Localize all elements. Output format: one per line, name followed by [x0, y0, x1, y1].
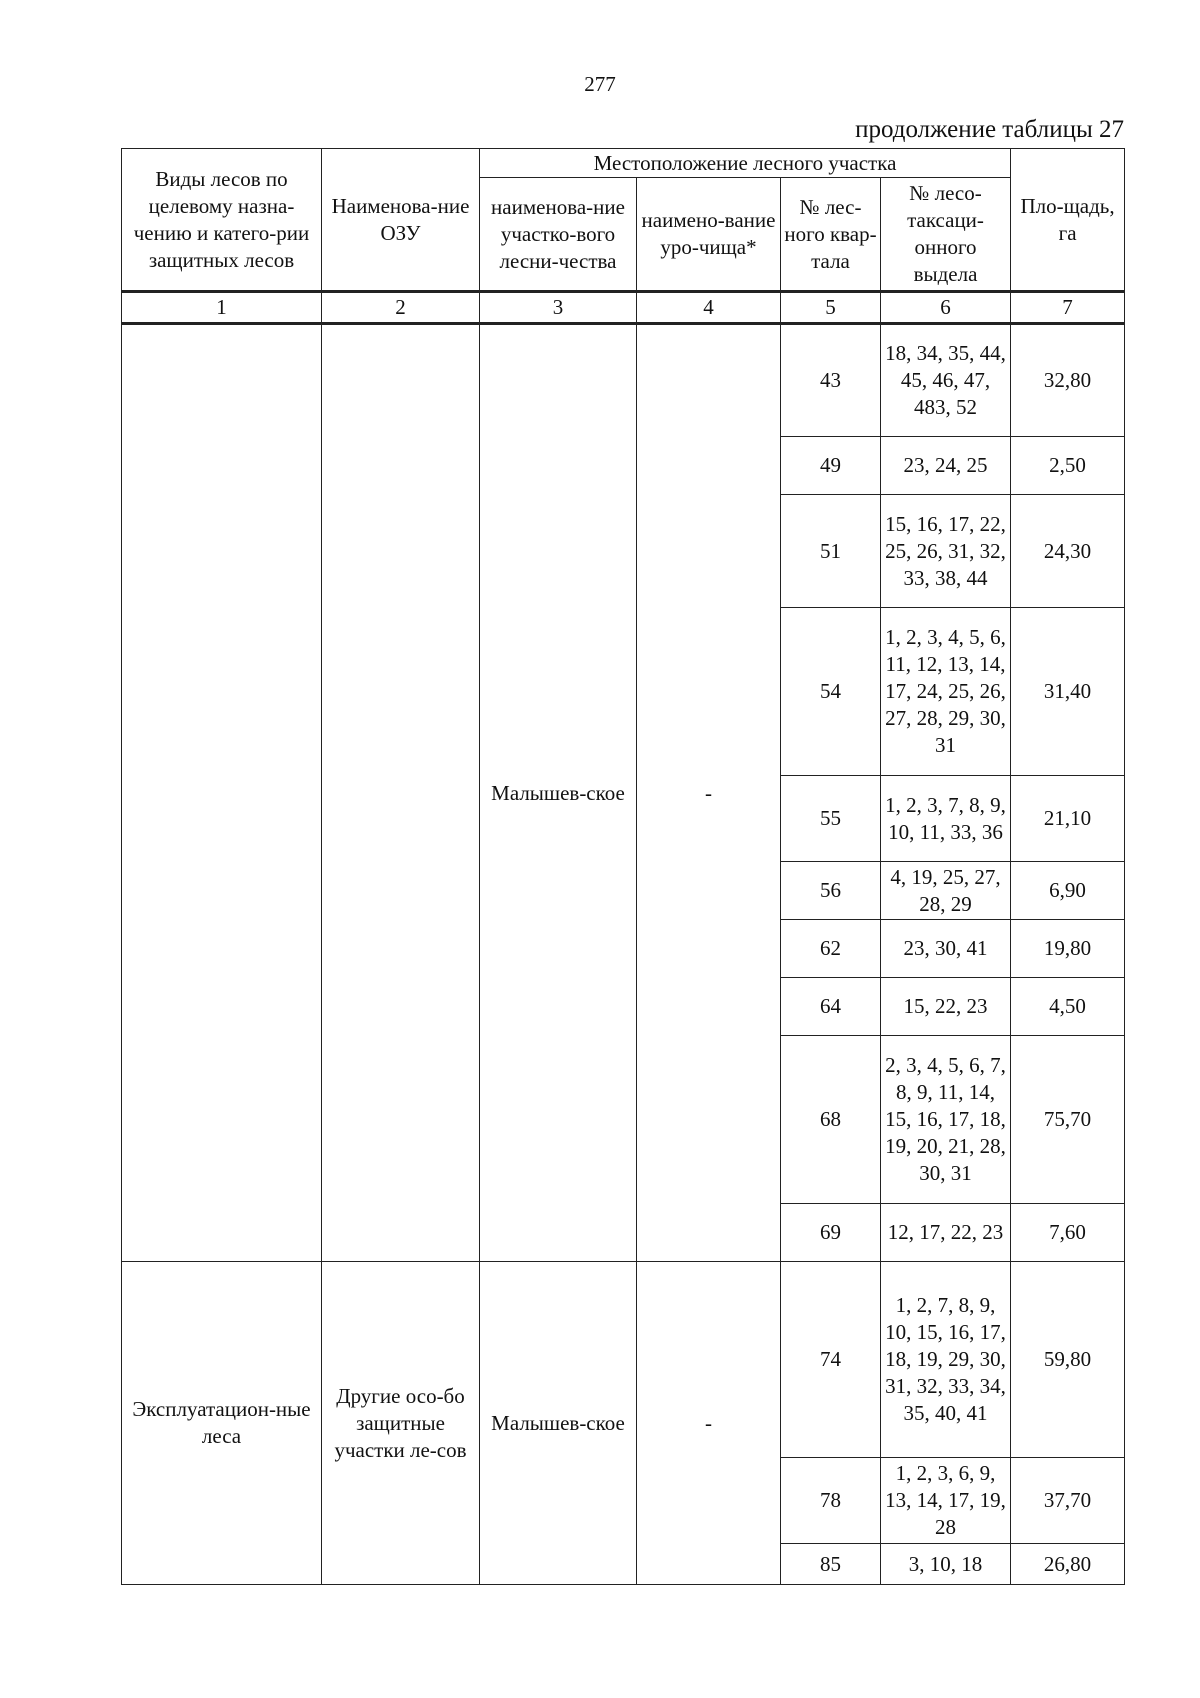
- cell-area: 26,80: [1011, 1544, 1125, 1585]
- column-number: 7: [1011, 292, 1125, 324]
- header-forestry-name: наименова-ние участко-вого лесни-чества: [480, 178, 637, 292]
- cell-plots: 15, 22, 23: [881, 978, 1011, 1036]
- cell-quarter: 55: [781, 776, 881, 862]
- cell-area: 32,80: [1011, 324, 1125, 437]
- cell-area: 75,70: [1011, 1036, 1125, 1204]
- cell-plots: 23, 30, 41: [881, 920, 1011, 978]
- cell-area: 7,60: [1011, 1204, 1125, 1262]
- cell-plots: 1, 2, 3, 4, 5, 6, 11, 12, 13, 14, 17, 24, 25, 26, 27, 28, 29, 30, 31: [881, 608, 1011, 776]
- header-location-group: Местоположение лесного участка: [480, 149, 1011, 178]
- cell-forestry: Малышев-ское: [480, 324, 637, 1262]
- cell-quarter: 74: [781, 1262, 881, 1458]
- header-quarter-number: № лес-ного квар-тала: [781, 178, 881, 292]
- cell-area: 59,80: [1011, 1262, 1125, 1458]
- column-number: 5: [781, 292, 881, 324]
- cell-plots: 15, 16, 17, 22, 25, 26, 31, 32, 33, 38, 44: [881, 495, 1011, 608]
- page-number: 277: [584, 72, 616, 96]
- column-number-row: [122, 292, 1125, 324]
- cell-plots: 23, 24, 25: [881, 437, 1011, 495]
- cell-plots: 3, 10, 18: [881, 1544, 1011, 1585]
- cell-area: 6,90: [1011, 862, 1125, 920]
- cell-tract: -: [637, 324, 781, 1262]
- cell-area: 31,40: [1011, 608, 1125, 776]
- table-continuation-label: продолжение таблицы 27: [855, 116, 1124, 143]
- cell-plots: 18, 34, 35, 44, 45, 46, 47, 483, 52: [881, 324, 1011, 437]
- cell-area: 37,70: [1011, 1458, 1125, 1544]
- column-number: 6: [881, 292, 1011, 324]
- header-forest-type: Виды лесов по целевому назна-чению и катего-рии защитных лесов: [122, 149, 322, 292]
- column-number: 2: [322, 292, 480, 324]
- cell-forest-type: Эксплуатацион-ные леса: [122, 1262, 322, 1585]
- cell-quarter: 64: [781, 978, 881, 1036]
- forest-table: [121, 148, 1125, 1585]
- cell-quarter: 43: [781, 324, 881, 437]
- cell-plots: 12, 17, 22, 23: [881, 1204, 1011, 1262]
- header-area: Пло-щадь, га: [1011, 149, 1125, 292]
- header-tract-name: наимено-вание уро-чища*: [637, 178, 781, 292]
- table-row: [122, 1262, 1125, 1458]
- cell-quarter: 78: [781, 1458, 881, 1544]
- cell-quarter: 62: [781, 920, 881, 978]
- cell-ozu-name: Другие осо-бо защитные участки ле-сов: [322, 1262, 480, 1585]
- header-plot-number: № лесо-таксаци-онного выдела: [881, 178, 1011, 292]
- cell-forest-type: [122, 324, 322, 1262]
- cell-area: 4,50: [1011, 978, 1125, 1036]
- column-number: 4: [637, 292, 781, 324]
- cell-plots: 4, 19, 25, 27, 28, 29: [881, 862, 1011, 920]
- cell-quarter: 69: [781, 1204, 881, 1262]
- column-number: 3: [480, 292, 637, 324]
- column-number: 1: [122, 292, 322, 324]
- cell-area: 21,10: [1011, 776, 1125, 862]
- cell-area: 2,50: [1011, 437, 1125, 495]
- cell-quarter: 54: [781, 608, 881, 776]
- cell-plots: 2, 3, 4, 5, 6, 7, 8, 9, 11, 14, 15, 16, 17, 18, 19, 20, 21, 28, 30, 31: [881, 1036, 1011, 1204]
- cell-plots: 1, 2, 3, 7, 8, 9, 10, 11, 33, 36: [881, 776, 1011, 862]
- cell-quarter: 56: [781, 862, 881, 920]
- cell-tract: -: [637, 1262, 781, 1585]
- cell-ozu-name: [322, 324, 480, 1262]
- cell-quarter: 68: [781, 1036, 881, 1204]
- cell-plots: 1, 2, 3, 6, 9, 13, 14, 17, 19, 28: [881, 1458, 1011, 1544]
- cell-quarter: 49: [781, 437, 881, 495]
- header-ozu-name: Наименова-ние ОЗУ: [322, 149, 480, 292]
- cell-plots: 1, 2, 7, 8, 9, 10, 15, 16, 17, 18, 19, 29, 30, 31, 32, 33, 34, 35, 40, 41: [881, 1262, 1011, 1458]
- cell-area: 24,30: [1011, 495, 1125, 608]
- cell-area: 19,80: [1011, 920, 1125, 978]
- cell-forestry: Малышев-ское: [480, 1262, 637, 1585]
- cell-quarter: 51: [781, 495, 881, 608]
- cell-quarter: 85: [781, 1544, 881, 1585]
- table-row: [122, 324, 1125, 437]
